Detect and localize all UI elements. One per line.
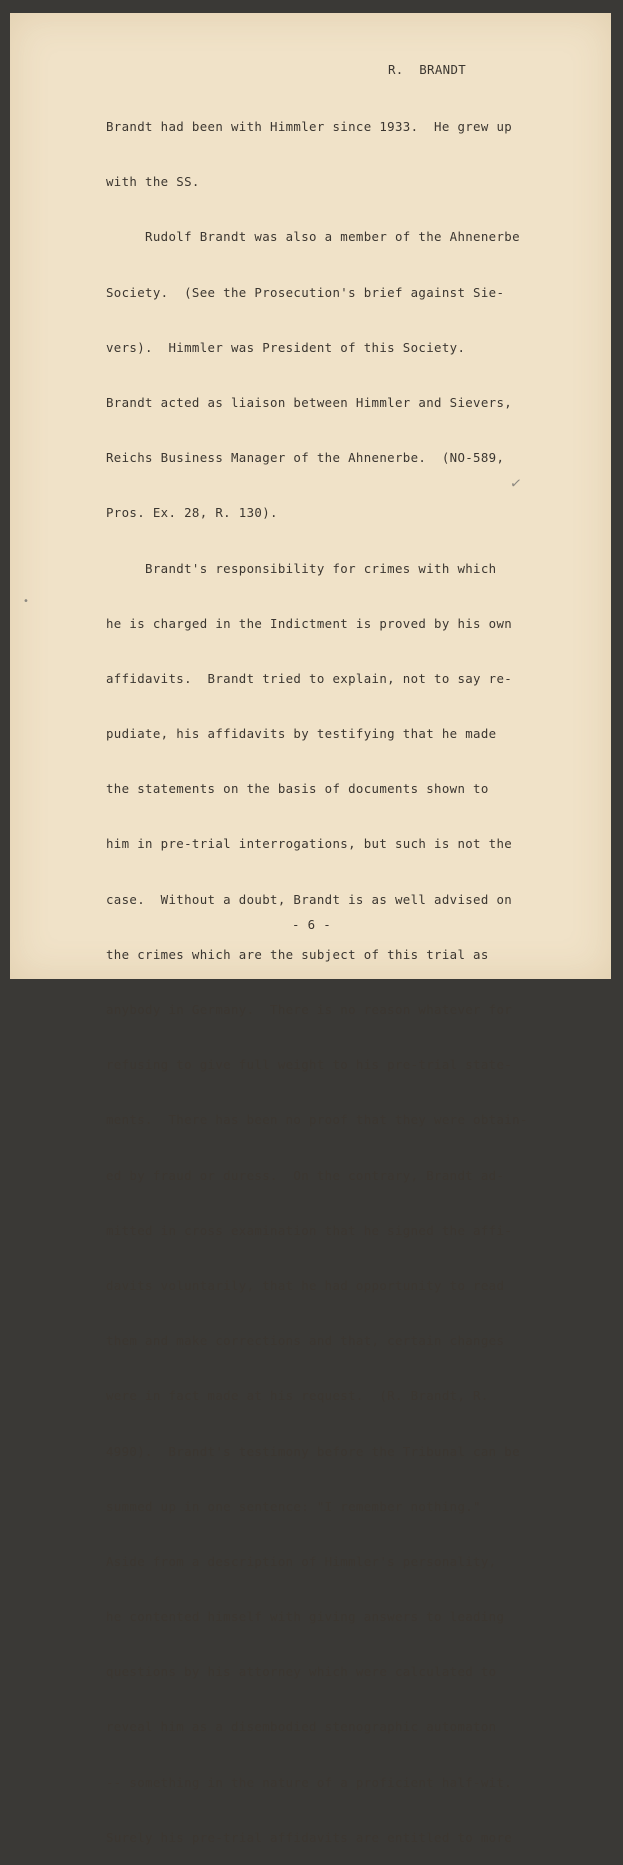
- pencil-dot-icon: •: [23, 596, 29, 607]
- text-line: -- something in the nature of a proficient half-wit.: [106, 1774, 513, 1790]
- text-line: the crimes which are the subject of this trial as: [106, 946, 489, 962]
- text-line: with the SS.: [106, 174, 200, 190]
- text-line: Surely his pre-trial affidavits are entitled to more: [106, 1829, 513, 1845]
- text-line: Brandt had been with Himmler since 1933. He grew up: [106, 119, 513, 134]
- text-line: affidavits. Brandt tried to explain, not to say re-: [106, 670, 513, 686]
- text-line: refusing to give full weight to his pre-trial state-: [106, 1057, 513, 1073]
- text-line: pudiate, his affidavits by testifying that he made: [106, 726, 497, 742]
- text-line: vers). Himmler was President of this Society.: [106, 339, 466, 355]
- text-line: Reichs Business Manager of the Ahnenerbe. (NO-589,: [106, 450, 505, 466]
- text-line: Rudolf Brandt was also a member of the Ahnenerbe: [106, 229, 520, 245]
- text-line: Brandt acted as liaison between Himmler and Sievers,: [106, 394, 513, 410]
- text-line: davits voluntarily, that he had opportunity to read: [106, 1277, 505, 1293]
- running-header: R. BRANDT: [388, 62, 467, 77]
- text-line: Aside from a description of Himmler's personality,: [106, 1553, 497, 1569]
- text-line: the statements on the basis of documents shown to: [106, 781, 489, 797]
- text-line: anybody in Germany. There is no reason whatever for: [106, 1002, 513, 1017]
- page-number: - 6 -: [292, 917, 332, 932]
- text-line: ed by fraud or duress. On the contrary, Brandt ad-: [106, 1167, 505, 1183]
- text-line: he is charged in the Indictment is proved by his own: [106, 615, 513, 631]
- text-line: Brandt's responsibility for crimes with which: [106, 560, 497, 576]
- text-line: summed up in one sentence: "I remember nothing.": [106, 1498, 481, 1514]
- text-line: 4990). Brandt's testimony before the Tribunal can be: [106, 1443, 520, 1459]
- text-line: mitted in cross examination that he signed the affi-: [106, 1222, 513, 1238]
- text-line: case. Without a doubt, Brandt is as well advised on: [106, 891, 513, 907]
- text-line: reveal him as a disembodied stenographic automaton: [106, 1719, 497, 1735]
- text-line: ments. There has been no proof that they were obtain-: [106, 1112, 528, 1128]
- text-line: him in pre-trial interrogations, but such is not the: [106, 836, 513, 852]
- text-line: he contented himself with giving answers to leading: [106, 1609, 505, 1625]
- text-line: questions by his attorney which were calculated to: [106, 1664, 497, 1680]
- text-line: were in fact made at his request. (R. Brandt, R.: [106, 1388, 489, 1404]
- text-line: Pros. Ex. 28, R. 130).: [106, 505, 278, 521]
- text-line: them and make corrections and that, certain changes: [106, 1333, 505, 1349]
- pencil-checkmark-icon: ✓: [508, 475, 523, 493]
- body-text: [106, 84, 528, 1865]
- text-line: Society. (See the Prosecution's brief against Sie-: [106, 284, 505, 300]
